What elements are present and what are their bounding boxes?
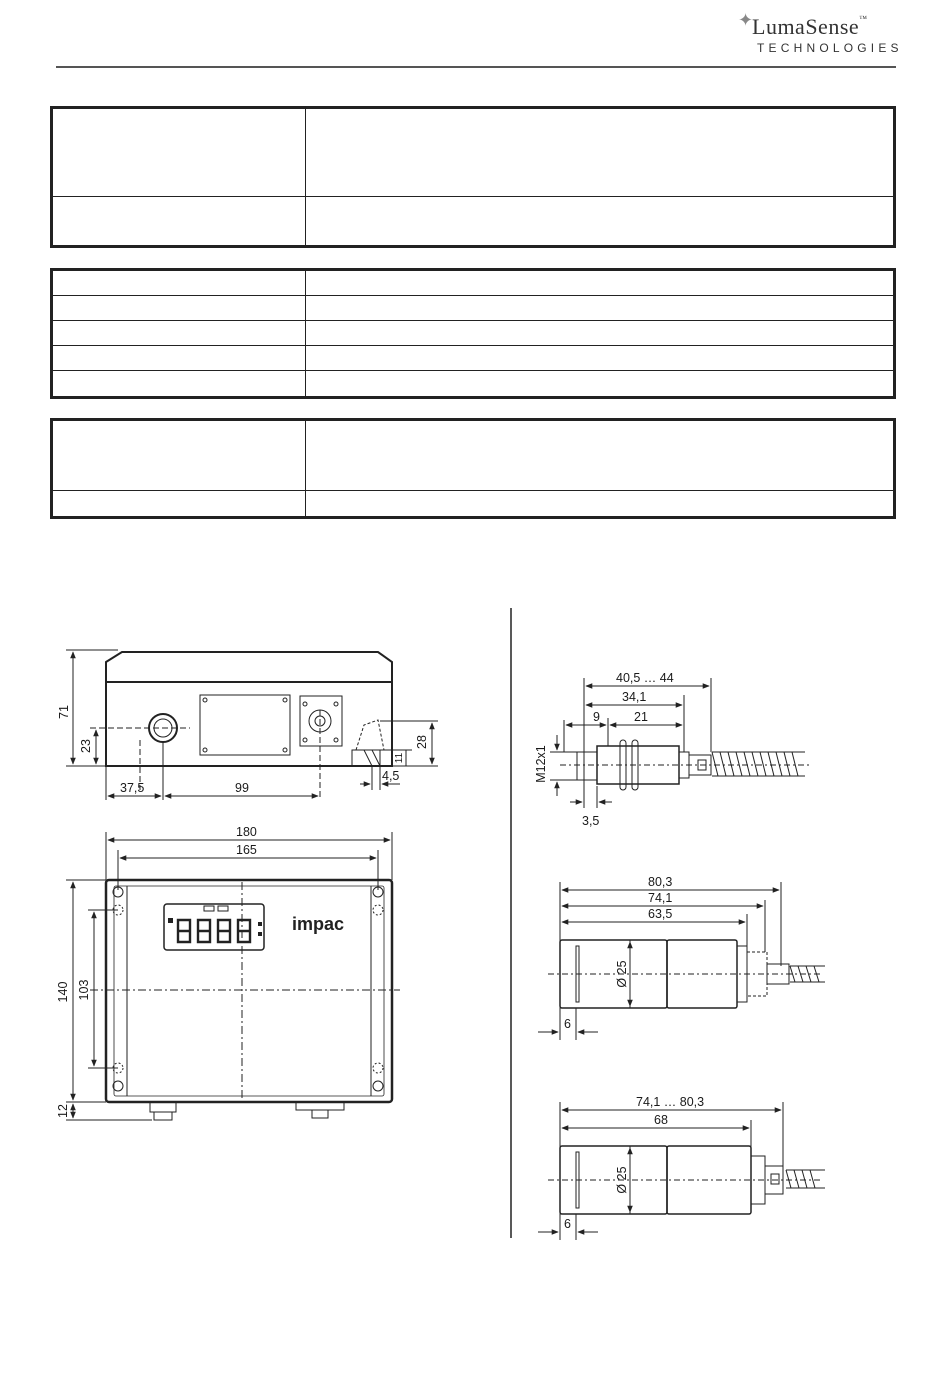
dimension-drawings (0, 600, 950, 1280)
spec-label-cell (53, 491, 306, 516)
spec-row (53, 296, 893, 321)
star-icon: ✦ (738, 10, 754, 30)
dim-12: 12 (56, 1104, 70, 1118)
spec-value-cell (306, 109, 893, 196)
logo-name: LumaSense™ (752, 14, 868, 39)
spec-label-cell (53, 296, 306, 320)
spec-label-cell (53, 346, 306, 370)
spec-label-cell (53, 371, 306, 396)
dim-28: 28 (415, 735, 429, 749)
dim-74-1-80-3: 74,1 … 80,3 (636, 1095, 705, 1109)
spec-value-cell (306, 296, 893, 320)
spec-row (53, 109, 893, 197)
dim-6-b: 6 (564, 1217, 571, 1231)
dim-9: 9 (593, 710, 600, 724)
head-m12 (550, 678, 810, 808)
spec-label-cell (53, 421, 306, 490)
logo-sub: TECHNOLOGIES (757, 41, 903, 55)
spec-label-cell (53, 197, 306, 245)
dim-dia-25-b: Ø 25 (615, 1166, 629, 1194)
dim-3-5: 3,5 (582, 814, 600, 828)
spec-table-1 (50, 106, 896, 248)
spec-table-3 (50, 418, 896, 519)
spec-value-cell (306, 197, 893, 245)
spec-table-2 (50, 268, 896, 399)
dim-37-5: 37,5 (120, 781, 145, 795)
dim-m12x1: M12x1 (534, 745, 548, 783)
spec-value-cell (306, 321, 893, 345)
spec-row (53, 491, 893, 516)
dim-165: 165 (236, 843, 257, 857)
dim-21: 21 (634, 710, 648, 724)
dim-99: 99 (235, 781, 249, 795)
dim-4-5: 4,5 (382, 769, 400, 783)
segment-display (178, 920, 250, 942)
dim-dia-25-a: Ø 25 (615, 960, 629, 988)
spec-value-cell (306, 491, 893, 516)
spec-row (53, 346, 893, 371)
spec-value-cell (306, 346, 893, 370)
dim-68: 68 (654, 1113, 668, 1127)
spec-value-cell (306, 371, 893, 396)
spec-value-cell (306, 271, 893, 295)
dim-103: 103 (77, 979, 91, 1001)
dim-11: 11 (394, 752, 405, 764)
top-view (66, 832, 400, 1120)
spec-row (53, 271, 893, 296)
dim-6-a: 6 (564, 1017, 571, 1031)
spec-row (53, 197, 893, 245)
dim-74-1: 74,1 (648, 891, 673, 905)
lumasense-logo (730, 8, 910, 58)
dim-180: 180 (236, 825, 257, 839)
header-rule (56, 66, 896, 68)
head-25-a (538, 882, 825, 1040)
dim-23: 23 (79, 739, 93, 753)
spec-row (53, 321, 893, 346)
spec-label-cell (53, 321, 306, 345)
dim-71: 71 (57, 705, 71, 719)
dim-40-5-44: 40,5 … 44 (616, 671, 674, 685)
dim-140: 140 (56, 981, 70, 1003)
spec-label-cell (53, 109, 306, 196)
head-25-b (538, 1102, 825, 1240)
spec-value-cell (306, 421, 893, 490)
spec-label-cell (53, 271, 306, 295)
spec-row (53, 371, 893, 396)
dim-63-5: 63,5 (648, 907, 673, 921)
spec-row (53, 421, 893, 491)
dim-34-1: 34,1 (622, 690, 647, 704)
dim-80-3: 80,3 (648, 875, 673, 889)
impac-label: impac (292, 914, 345, 934)
